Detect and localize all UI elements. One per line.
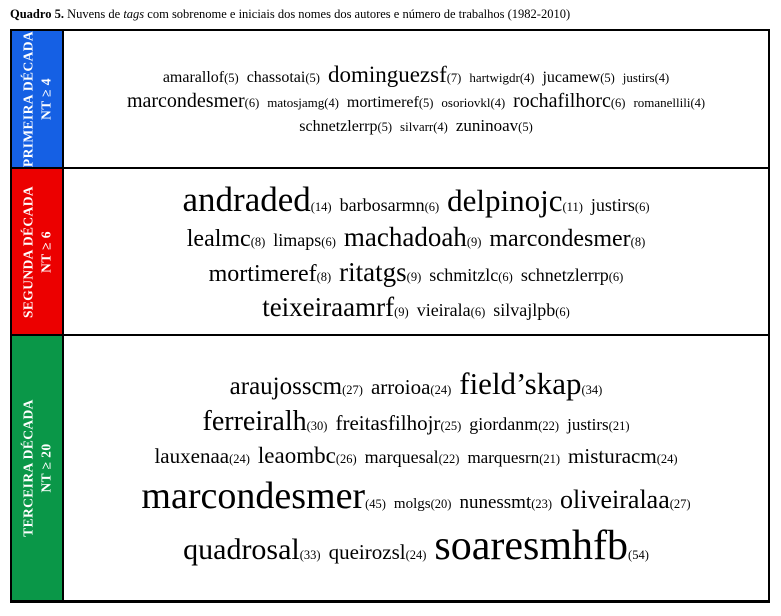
tag-work-count: (22) [538,419,560,433]
tag-silvajlpb [493,300,570,320]
tag-delpinojc [447,183,583,218]
tag-work-count: (23) [531,497,553,512]
tag-quadrosal [183,533,320,566]
row-segunda-decada [12,169,768,336]
tag-work-count: (21) [539,452,561,467]
tag-work-count: (45) [365,497,386,512]
figure-caption [10,7,775,23]
tag-jucamew [542,69,614,86]
cloud-line [226,367,607,400]
tag-author-name: lealmc [186,226,251,253]
tag-work-count: (6) [555,305,570,320]
tag-marcondesmer [141,475,386,517]
band-label-line2: NT ≥ 6 [38,230,53,273]
tag-author-name: araujosscm [229,372,343,400]
tag-work-count: (5) [305,70,320,85]
tag-work-count: (6) [321,235,336,250]
tag-work-count: (6) [610,96,626,111]
tag-molgs [394,496,452,512]
tag-work-count: (9) [406,270,422,285]
cloud-line [137,476,694,517]
tag-schnetzlerrp [521,265,624,285]
tag-schnetzlerrp [299,118,392,135]
tag-author-name: justirs [622,69,655,85]
tag-lealmc [187,226,266,252]
tag-amarallof [163,69,239,86]
tag-ritatgs [339,257,421,287]
tag-giordanm [469,414,559,434]
tag-work-count: (34) [581,382,603,397]
tag-author-name: ritatgs [339,257,407,288]
tag-work-count: (14) [310,199,332,214]
tag-author-name: marcondesmer [489,226,631,253]
tag-work-count: (22) [438,452,460,467]
tag-work-count: (26) [335,452,357,467]
tag-work-count: (20) [430,497,452,512]
tag-misturacm [568,444,677,468]
caption-italic-word: tags [123,7,145,21]
tag-author-name: zuninoav [455,116,519,136]
tag-author-name: oliveiralaa [560,485,670,515]
cloud-line [179,524,653,569]
tag-author-name: justirs [590,194,635,215]
tag-work-count: (4) [690,96,706,111]
cloud-line [179,181,654,219]
tag-work-count: (8) [316,270,332,285]
tag-rochafilhorc [513,90,625,112]
tag-work-count: (27) [342,382,363,397]
tag-author-name: soaresmhfb [434,523,629,570]
tag-work-count: (6) [470,305,486,320]
tag-work-count: (5) [518,120,533,135]
caption-label: Quadro 5. [10,7,64,21]
band-label-primeira [19,31,54,167]
tag-author-name: limaps [273,230,322,251]
tag-author-name: quadrosal [183,533,300,567]
tag-work-count: (4) [654,70,670,85]
tag-author-name: mortimeref [208,261,317,288]
tag-work-count: (11) [562,199,583,214]
tag-chassotai [247,69,320,86]
tag-author-name: marcondesmer [141,475,366,518]
tag-justirs [591,195,650,215]
cloud-line [199,407,634,437]
tag-author-name: vieirala [416,300,471,321]
tag-author-name: field’skap [459,365,582,401]
tag-work-count: (4) [490,96,506,111]
tag-work-count: (25) [440,419,462,433]
band-terceira-decada [12,336,64,600]
row-terceira-decada [12,336,768,600]
tag-justirs [623,70,669,85]
band-label-line1: PRIMEIRA DÉCADA [20,30,36,168]
tag-work-count: (4) [324,96,339,111]
tag-author-name: jucamew [542,68,601,86]
tag-work-count: (6) [244,96,260,111]
tag-hartwigdr [469,70,534,85]
tag-dominguezsf [328,62,461,87]
tag-leaombc [258,443,357,468]
tag-vieirala [417,300,486,320]
tag-cloud-table [10,29,770,603]
tag-justirs [567,415,629,434]
tag-author-name: chassotai [246,68,306,86]
tag-author-name: delpinojc [447,182,563,218]
tag-silvarr [400,119,448,134]
tag-ferreiralh [203,406,328,437]
caption-text-after: com sobrenome e iniciais dos nomes dos autores e número de trabalhos (1982-2010) [144,7,571,21]
tag-author-name: amarallof [162,68,225,86]
tag-araujosscm [230,373,363,400]
tag-author-name: teixeiraamrf [262,292,395,323]
tag-work-count: (54) [628,548,649,563]
tag-barbosarmn [340,195,440,215]
tag-freitasfilhojr [335,411,461,435]
tag-author-name: justirs [567,415,609,434]
tag-work-count: (5) [224,70,239,85]
cloud-terceira-decada [64,336,768,600]
band-label-line2: NT ≥ 4 [38,78,53,120]
tag-work-count: (4) [433,120,448,135]
band-label-line2: NT ≥ 20 [38,443,53,493]
tag-marcondesmer [489,226,645,252]
tag-limaps [273,230,336,250]
tag-author-name: marquesrn [467,448,540,468]
tag-author-name: giordanm [469,414,539,434]
tag-oliveiralaa [560,485,691,514]
cloud-line [183,223,650,253]
tag-author-name: mortimeref [346,94,419,112]
tag-author-name: queirozsl [328,540,406,565]
band-primeira-decada [12,31,64,167]
tag-author-name: nunessmt [459,492,532,514]
tag-osoriovkl [441,95,505,110]
tag-author-name: osoriovkl [441,95,491,111]
cloud-line [159,63,673,88]
tag-author-name: schnetzlerrp [520,265,609,286]
tag-work-count: (5) [418,96,434,111]
tag-nunessmt [459,492,552,513]
tag-author-name: rochafilhorc [513,90,611,113]
tag-arroioa [371,375,451,399]
cloud-line [258,293,574,322]
tag-zuninoav [456,116,533,135]
tag-author-name: marcondesmer [126,90,245,113]
band-label-segunda [19,186,54,318]
tag-author-name: marquesal [364,447,439,468]
tag-matosjamg [267,95,339,110]
tag-work-count: (30) [306,419,328,433]
cloud-segunda-decada [64,169,768,334]
tag-author-name: hartwigdr [469,69,520,85]
tag-work-count: (6) [424,199,440,214]
tag-author-name: romanellili [633,95,691,111]
tag-work-count: (24) [430,382,452,397]
tag-work-count: (6) [634,199,650,214]
tag-author-name: schnetzlerrp [299,118,378,136]
tag-work-count: (4) [519,70,535,85]
tag-machadoah [344,222,482,252]
tag-author-name: silvajlpb [493,300,556,321]
band-label-line1: SEGUNDA DÉCADA [20,185,36,318]
tag-work-count: (6) [608,270,624,285]
tag-work-count: (8) [630,235,646,250]
cloud-line [295,117,536,135]
tag-author-name: matosjamg [267,95,325,111]
cloud-line [150,444,681,469]
tag-teixeiraamrf [262,292,409,322]
row-primeira-decada [12,31,768,169]
tag-author-name: andraded [182,179,311,219]
band-label-terceira [19,399,54,537]
tag-andraded [183,180,332,219]
tag-work-count: (33) [299,548,321,563]
tag-author-name: freitasfilhojr [335,411,441,435]
tag-work-count: (27) [669,497,691,512]
tag-schmitzlc [429,265,513,285]
tag-romanellili [633,95,705,110]
tag-author-name: barbosarmn [339,194,425,215]
tag-work-count: (9) [466,235,482,250]
tag-author-name: dominguezsf [327,61,447,87]
tag-work-count: (8) [250,235,266,250]
tag-work-count: (21) [608,419,630,433]
tag-author-name: silvarr [400,119,434,135]
cloud-line [205,258,628,288]
tag-author-name: ferreiralh [202,406,307,437]
tag-work-count: (24) [656,452,678,467]
cloud-line [123,91,709,113]
tag-author-name: misturacm [568,444,657,469]
tag-work-count: (7) [446,70,462,85]
tag-queirozsl [329,540,427,564]
tag-work-count: (9) [394,305,409,320]
tag-soaresmhfb [434,523,648,569]
tag-marcondesmer [127,90,259,112]
tag-author-name: molgs [393,496,431,513]
tag-work-count: (24) [405,548,427,563]
tag-field’skap [459,366,602,401]
tag-author-name: machadoah [343,222,467,253]
tag-author-name: leaombc [257,443,336,469]
cloud-primeira-decada [64,31,768,167]
tag-marquesal [365,447,460,467]
tag-marquesrn [467,448,560,467]
tag-work-count: (5) [600,70,615,85]
tag-mortimeref [209,261,332,287]
tag-author-name: lauxenaa [154,444,230,469]
tag-author-name: arroioa [370,374,431,399]
tag-author-name: schmitzlc [429,265,499,286]
tag-mortimeref [347,94,434,111]
tag-work-count: (6) [498,270,513,285]
tag-work-count: (5) [377,120,393,135]
band-label-line1: TERCEIRA DÉCADA [20,399,36,537]
caption-text-before: Nuvens de [63,7,124,21]
tag-lauxenaa [154,444,249,468]
tag-work-count: (24) [229,452,250,467]
band-segunda-decada [12,169,64,334]
